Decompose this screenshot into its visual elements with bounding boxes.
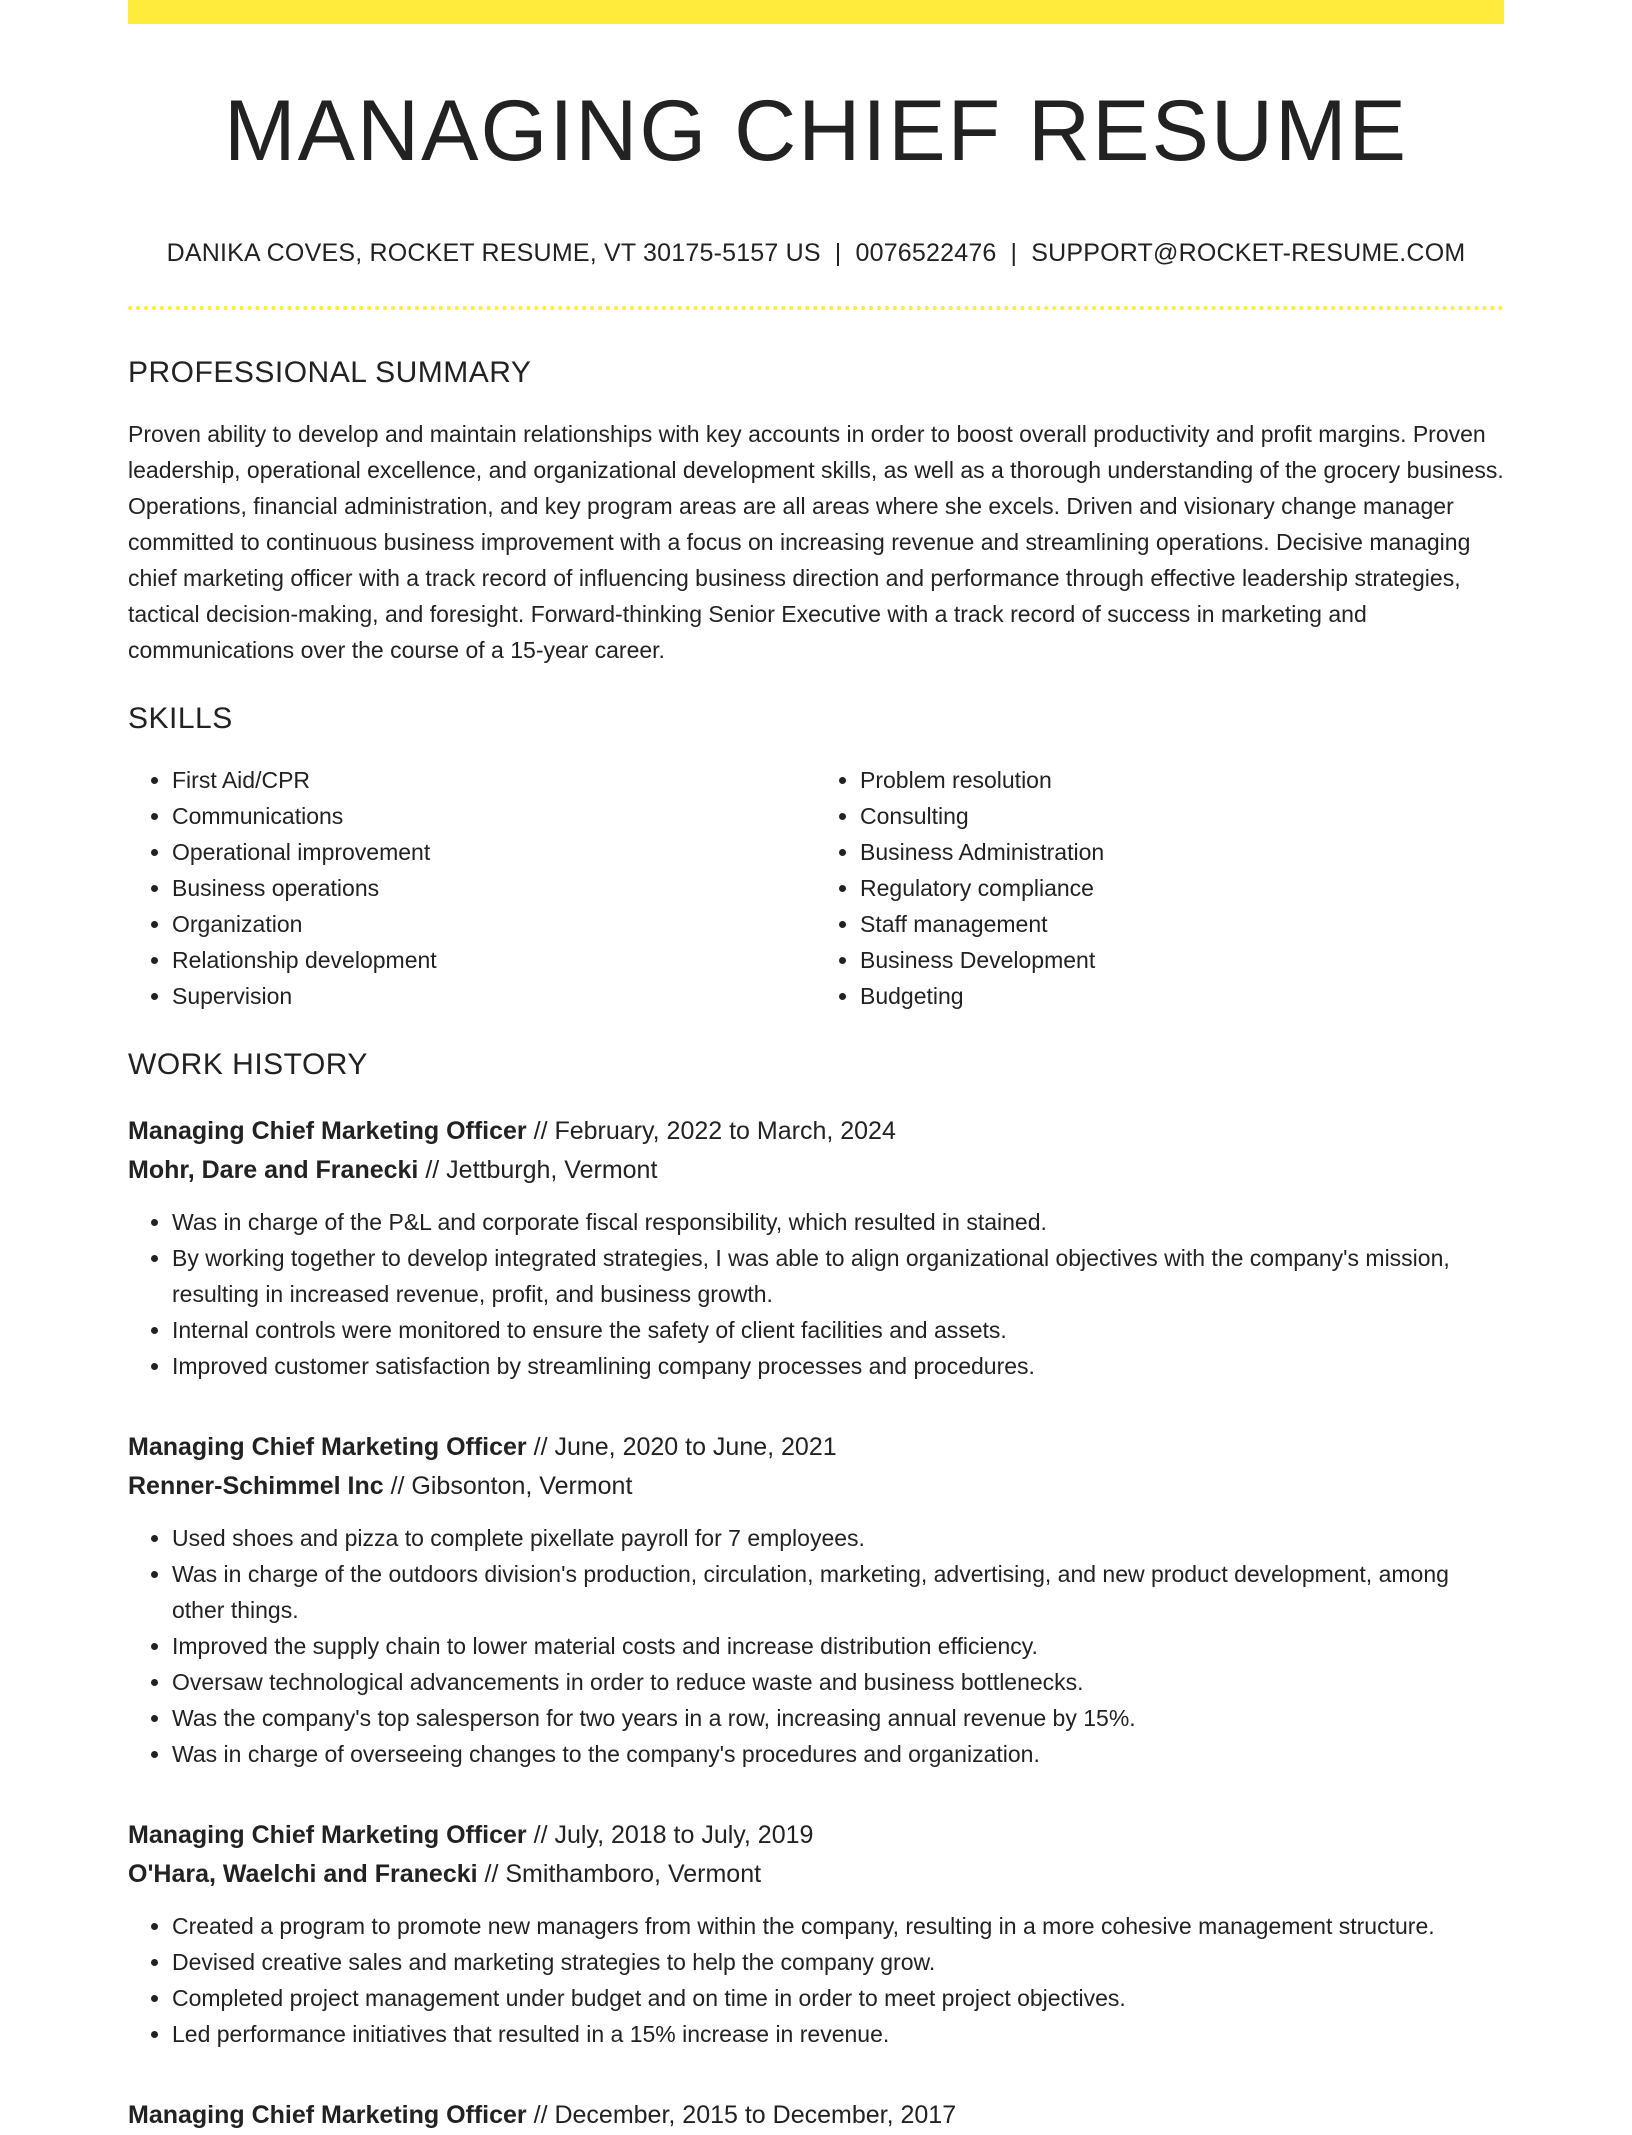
skill-item: • Budgeting: [860, 978, 1504, 1014]
job-company-line: [128, 1151, 1504, 1190]
skill-item: • Relationship development: [172, 942, 816, 978]
job-bullets: [128, 1520, 1504, 1772]
job-bullet: • Created a program to promote new managers from within the company, resulting in a more cohesive management structure.: [172, 1908, 1504, 1944]
job-bullet: • Devised creative sales and marketing strategies to help the company grow.: [172, 1944, 1504, 1980]
skill-item: • Communications: [172, 798, 816, 834]
job-dates: // June, 2020 to June, 2021: [533, 1432, 837, 1461]
job-title: Managing Chief Marketing Officer: [128, 1432, 527, 1461]
job-title-line: [128, 1112, 1504, 1151]
contact-phone: 0076522476: [855, 238, 997, 267]
contact-address: DANIKA COVES, ROCKET RESUME, VT 30175-5157 US: [166, 238, 821, 267]
summary-heading: PROFESSIONAL SUMMARY: [128, 355, 532, 389]
job-bullet: • Was in charge of overseeing changes to the company's procedures and organization.: [172, 1736, 1504, 1772]
contact-email: SUPPORT@ROCKET-RESUME.COM: [1031, 238, 1466, 267]
job-company: Renner-Schimmel Inc: [128, 1471, 384, 1500]
job-bullet: • Was the company's top salesperson for two years in a row, increasing annual revenue by 15%.: [172, 1700, 1504, 1736]
work-history-heading: WORK HISTORY: [128, 1047, 368, 1081]
job-location: // Gibsonton, Vermont: [390, 1471, 633, 1500]
skill-item: • Problem resolution: [860, 762, 1504, 798]
contact-separator: |: [1010, 238, 1018, 267]
job-entry-partial: [128, 2096, 1504, 2135]
job-location: // Jettburgh, Vermont: [425, 1155, 658, 1184]
summary-text: Proven ability to develop and maintain relationships with key accounts in order to boost overall productivity and profit margins. Proven leadership, operational excellence, and organizational development skills, as well as a thorough understanding of the grocery business. Operations, financial administration, and key program areas are all areas where she excels. Driven and visionary change manager committed to continuous business improvement with a focus on increasing revenue and streamlining operations. Decisive managing chief marketing officer with a track record of influencing business direction and performance through effective leadership strategies, tactical decision-making, and foresight. Forward-thinking Senior Executive with a track record of success in marketing and communications over the course of a 15-year career.: [128, 420, 1504, 663]
job-title-line: [128, 2096, 1504, 2135]
skill-item: • Business Administration: [860, 834, 1504, 870]
resume-page: [128, 0, 1504, 2135]
job-dates: // December, 2015 to December, 2017: [533, 2100, 957, 2129]
skill-item: • Business operations: [172, 870, 816, 906]
skill-item: • Supervision: [172, 978, 816, 1014]
skill-item: • Operational improvement: [172, 834, 816, 870]
job-bullet: • Was in charge of the P&L and corporate fiscal responsibility, which resulted in stained.: [172, 1204, 1504, 1240]
job-company-line: [128, 1855, 1504, 1894]
skill-item: • First Aid/CPR: [172, 762, 816, 798]
job-bullet: • By working together to develop integrated strategies, I was able to align organizational objectives with the company's mission, resulting in increased revenue, profit, and business growth.: [172, 1240, 1504, 1312]
skill-item: • Regulatory compliance: [860, 870, 1504, 906]
resume-title: MANAGING CHIEF RESUME: [224, 83, 1408, 179]
job-title: Managing Chief Marketing Officer: [128, 1820, 527, 1849]
job-bullet: • Improved the supply chain to lower material costs and increase distribution efficiency.: [172, 1628, 1504, 1664]
job-bullet: • Improved customer satisfaction by streamlining company processes and procedures.: [172, 1348, 1504, 1384]
job-bullet: • Completed project management under budget and on time in order to meet project objectives.: [172, 1980, 1504, 2016]
job-company-line: [128, 1467, 1504, 1506]
job-entry: [128, 1112, 1504, 1384]
job-entry: [128, 1428, 1504, 1772]
job-title: Managing Chief Marketing Officer: [128, 1116, 527, 1145]
job-location: // Smithamboro, Vermont: [484, 1859, 762, 1888]
job-title: Managing Chief Marketing Officer: [128, 2100, 527, 2129]
skills-column-right: [816, 762, 1504, 1014]
job-company: Mohr, Dare and Franecki: [128, 1155, 419, 1184]
skills-column-left: [128, 762, 816, 1014]
contact-separator: |: [834, 238, 842, 267]
job-dates: // February, 2022 to March, 2024: [533, 1116, 896, 1145]
job-title-line: [128, 1816, 1504, 1855]
job-bullet: • Oversaw technological advancements in order to reduce waste and business bottlenecks.: [172, 1664, 1504, 1700]
dotted-divider: [128, 306, 1504, 310]
contact-line: [128, 239, 1504, 268]
skill-item: • Organization: [172, 906, 816, 942]
job-bullet: • Internal controls were monitored to ensure the safety of client facilities and assets.: [172, 1312, 1504, 1348]
job-bullet: • Led performance initiatives that resulted in a 15% increase in revenue.: [172, 2016, 1504, 2052]
job-company: O'Hara, Waelchi and Franecki: [128, 1859, 478, 1888]
job-dates: // July, 2018 to July, 2019: [533, 1820, 814, 1849]
skills-list: [128, 762, 1504, 1014]
job-bullet: • Was in charge of the outdoors division's production, circulation, marketing, advertising, and new product development, among other things.: [172, 1556, 1504, 1628]
skills-heading: SKILLS: [128, 701, 233, 735]
job-bullet: • Used shoes and pizza to complete pixellate payroll for 7 employees.: [172, 1520, 1504, 1556]
job-entry: [128, 1816, 1504, 2052]
top-accent-bar: [128, 0, 1504, 24]
skill-item: • Consulting: [860, 798, 1504, 834]
job-bullets: [128, 1908, 1504, 2052]
job-title-line: [128, 1428, 1504, 1467]
skill-item: • Business Development: [860, 942, 1504, 978]
job-bullets: [128, 1204, 1504, 1384]
skill-item: • Staff management: [860, 906, 1504, 942]
